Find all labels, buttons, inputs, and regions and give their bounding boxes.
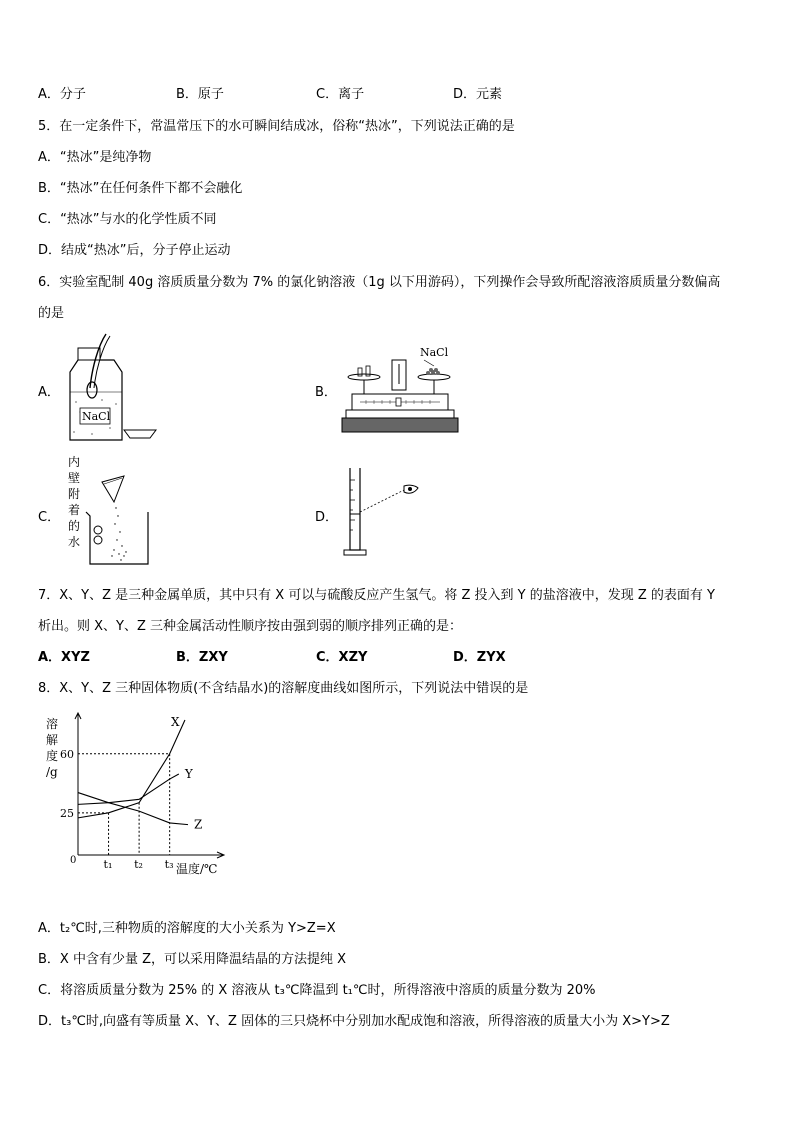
q6-label-a: A． (38, 385, 60, 400)
x-tick-label: t₃ (164, 858, 174, 871)
q5-stem: 5．在一定条件下，常温常压下的水可瞬间结成冰，俗称“热冰”，下列说法正确的是 (38, 119, 515, 134)
q7-stem-line1: 7．X、Y、Z 是三种金属单质，其中只有 X 可以与硫酸反应产生氢气。将 Z 投入到 Y 的盐溶液中，发现 Z 的表面有 Y (38, 588, 715, 603)
q6-stem-line1: 6．实验室配制 40g 溶质质量分数为 7% 的氯化钠溶液（1g 以下用游码），下列操作会导致所配溶液溶质质量分数偏高 (38, 275, 721, 290)
q4-option-c: C．离子 (316, 87, 365, 102)
x-tick-label: t₂ (134, 858, 143, 871)
y-axis-label: 度 (46, 749, 59, 763)
q8-stem: 8．X、Y、Z 三种固体物质(不含结晶水)的溶解度曲线如图所示，下列说法中错误的是 (38, 681, 529, 696)
fig-b-nacl-label: NaCl (420, 346, 449, 359)
x-axis-label: 温度/℃ (176, 862, 218, 876)
q7-stem-line2: 析出。则 X、Y、Z 三种金属活动性顺序按由强到弱的顺序排列正确的是： (38, 619, 463, 634)
q4-option-a: A．分子 (38, 87, 86, 102)
q6-label-d: D． (315, 510, 339, 525)
q4-option-d: D．元素 (453, 87, 503, 102)
beaker-funnel-figure (64, 452, 164, 572)
series-z-label: Z (194, 817, 203, 832)
q7-option-b: B．ZXY (176, 650, 228, 665)
q7-option-c: C．XZY (316, 650, 368, 665)
series-y-label: Y (184, 767, 193, 781)
q8-option-c: C．将溶质质量分数为 25% 的 X 溶液从 t₃℃降温到 t₁℃时，所得溶液中溶质的质量分数为 20% (38, 983, 596, 998)
y-tick-label: 25 (60, 806, 74, 820)
y-axis-label: 溶 (46, 717, 59, 731)
fig-c-label-char: 着 (68, 503, 81, 517)
y-tick-label: 60 (60, 747, 74, 761)
balance-scale-figure (340, 340, 460, 436)
fig-c-label-char: 内 (68, 455, 81, 469)
y-axis-label: 解 (46, 733, 59, 747)
q4-option-b: B．原子 (176, 87, 224, 102)
q7-option-a: A．XYZ (38, 650, 90, 665)
q5-option-b: B．“热冰”在任何条件下都不会融化 (38, 181, 243, 196)
q6-label-c: C． (38, 510, 61, 525)
q6-stem-line2: 的是 (38, 306, 65, 321)
series-x-label: X (170, 715, 180, 729)
y-axis-label: /g (46, 765, 58, 779)
graduated-cylinder-figure (340, 462, 430, 558)
fig-c-label-char: 的 (68, 519, 81, 533)
q5-option-d: D．结成“热冰”后，分子停止运动 (38, 243, 231, 258)
q8-option-d: D．t₃℃时,向盛有等质量 X、Y、Z 固体的三只烧杯中分别加水配成饱和溶液，所得溶液的质量大小为 X>Y>Z (38, 1014, 670, 1029)
fig-c-label-char: 壁 (68, 471, 81, 485)
solubility-chart (40, 710, 240, 880)
origin-label: 0 (70, 855, 77, 866)
fig-c-label-char: 水 (68, 535, 81, 549)
q5-option-c: C．“热冰”与水的化学性质不同 (38, 212, 217, 227)
fig-c-label-char: 附 (68, 487, 81, 501)
series-z-line (78, 793, 188, 825)
fig-a-nacl-label: NaCl (82, 410, 111, 423)
q8-option-b: B．X 中含有少量 Z，可以采用降温结晶的方法提纯 X (38, 952, 347, 967)
reagent-bottle-figure (62, 332, 162, 444)
guide-60 (78, 754, 170, 855)
q6-label-b: B． (315, 385, 337, 400)
series-y-line (78, 774, 179, 804)
x-tick-label: t₁ (103, 858, 113, 871)
q7-option-d: D．ZYX (453, 650, 506, 665)
q5-option-a: A．“热冰”是纯净物 (38, 150, 152, 165)
q8-option-a: A．t₂℃时,三种物质的溶解度的大小关系为 Y>Z=X (38, 921, 336, 936)
